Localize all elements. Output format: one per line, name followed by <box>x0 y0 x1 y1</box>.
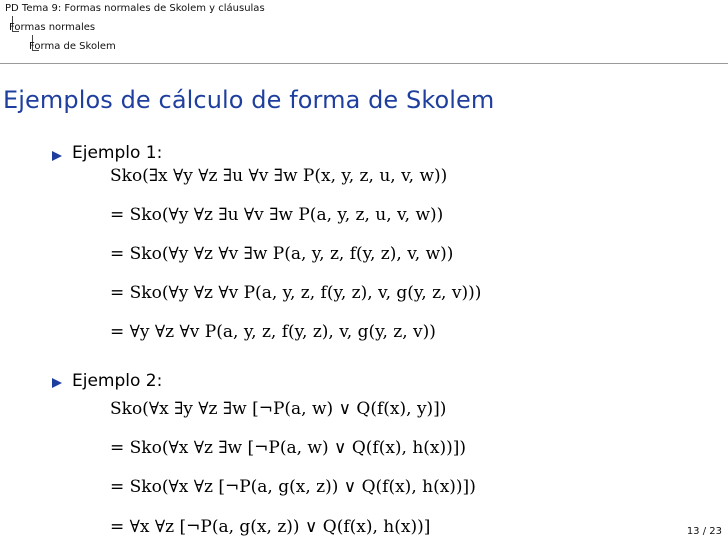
example-1-label: Ejemplo 1: <box>72 143 163 163</box>
example-2-line-2: = Sko(∀x ∀z ∃w [¬P(a, w) ∨ Q(f(x), h(x))]) <box>110 438 467 458</box>
example-1-line-5: = ∀y ∀z ∀v P(a, y, z, f(y, z), v, g(y, z, v)) <box>110 322 436 342</box>
example-1-line-4: = Sko(∀y ∀z ∀v P(a, y, z, f(y, z), v, g(y, z, v))) <box>110 283 482 303</box>
example-2-label: Ejemplo 2: <box>72 371 163 391</box>
slide-title: Ejemplos de cálculo de forma de Skolem <box>3 86 495 114</box>
example-2-line-4: = ∀x ∀z [¬P(a, g(x, z)) ∨ Q(f(x), h(x))] <box>110 517 431 537</box>
bullet-triangle-icon <box>52 378 62 388</box>
breadcrumb-section[interactable]: PD Tema 9: Formas normales de Skolem y cláusulas <box>5 3 265 14</box>
breadcrumb-subsection[interactable]: Formas normales <box>9 22 96 33</box>
bullet-triangle-icon <box>52 151 62 161</box>
example-1-line-3: = Sko(∀y ∀z ∀v ∃w P(a, y, z, f(y, z), v, w)) <box>110 244 454 264</box>
slide-header <box>0 0 728 60</box>
example-2-line-3: = Sko(∀x ∀z [¬P(a, g(x, z)) ∨ Q(f(x), h(x))]) <box>110 477 476 497</box>
example-1-line-2: = Sko(∀y ∀z ∃u ∀v ∃w P(a, y, z, u, v, w)) <box>110 205 444 225</box>
page-number: 13 / 23 <box>686 526 722 537</box>
example-2-line-1: Sko(∀x ∃y ∀z ∃w [¬P(a, w) ∨ Q(f(x), y)]) <box>110 399 447 419</box>
header-divider <box>0 63 728 64</box>
example-1-line-1: Sko(∃x ∀y ∀z ∃u ∀v ∃w P(x, y, z, u, v, w)) <box>110 166 448 186</box>
breadcrumb-subsubsection[interactable]: Forma de Skolem <box>29 41 116 52</box>
